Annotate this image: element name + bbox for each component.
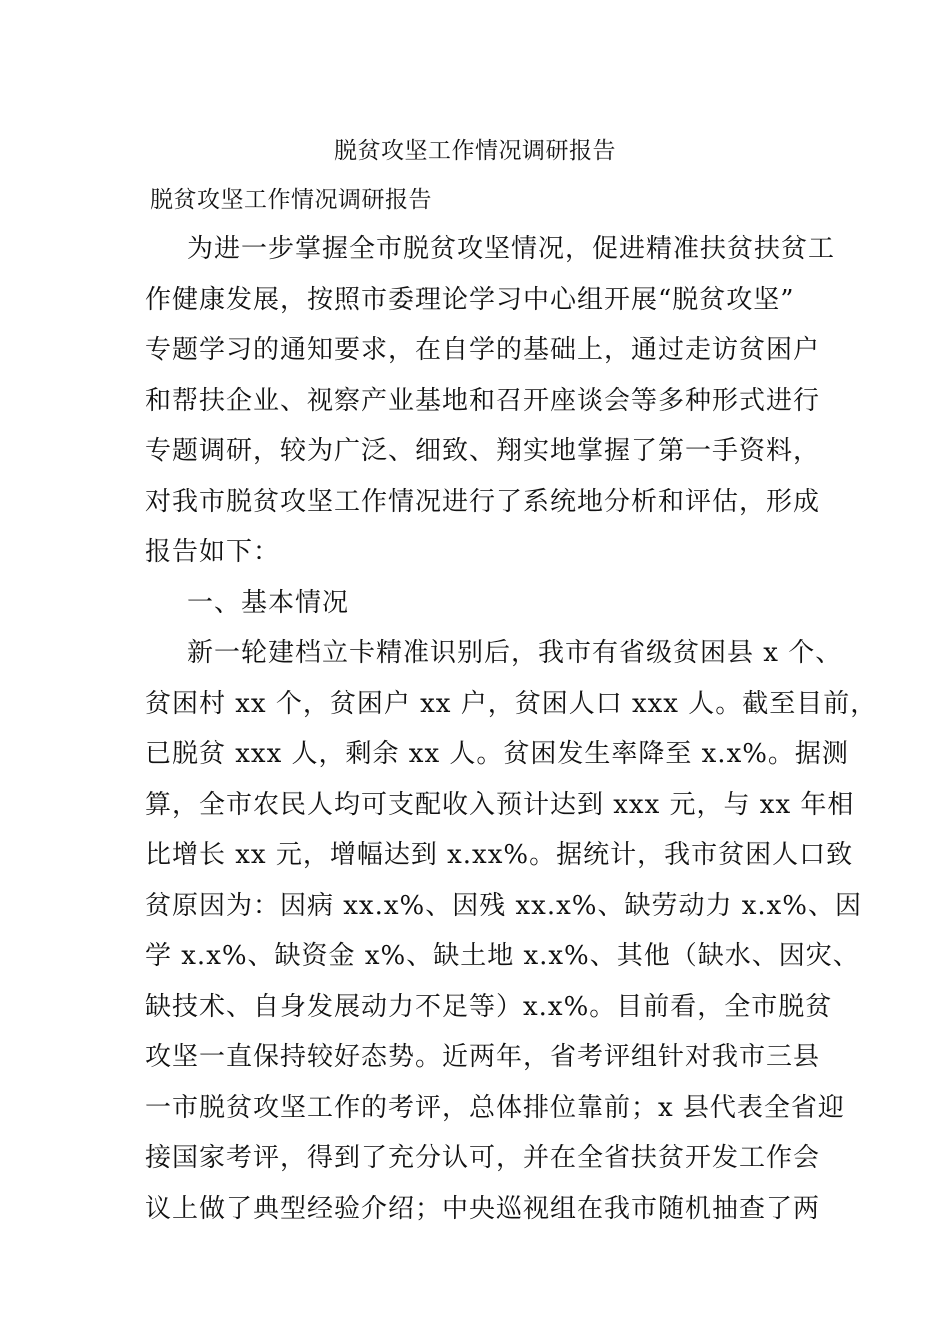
paragraph-line: 缺技术、自身发展动力不足等）x.x%。目前看，全市脱贫: [145, 991, 833, 1022]
paragraph-line: 对我市脱贫攻坚工作情况进行了系统地分析和评估，形成: [145, 486, 821, 517]
paragraph-line: 作健康发展，按照市委理论学习中心组开展“脱贫攻坚”: [145, 284, 795, 315]
paragraph-line: 贫原因为：因病 xx.x%、因残 xx.x%、缺劳动力 x.x%、因: [145, 890, 863, 921]
paragraph-line: 已脱贫 xxx 人，剩余 xx 人。贫困发生率降至 x.x%。据测: [145, 739, 849, 769]
document-title: 脱贫攻坚工作情况调研报告: [334, 138, 616, 164]
paragraph-line: 攻坚一直保持较好态势。近两年，省考评组针对我市三县: [145, 1042, 821, 1072]
paragraph-line: 专题学习的通知要求，在自学的基础上，通过走访贫困户: [145, 335, 821, 365]
paragraph-line: 报告如下：: [145, 537, 281, 567]
paragraph-line: 议上做了典型经验介绍；中央巡视组在我市随机抽查了两: [145, 1193, 821, 1224]
paragraph-line: 和帮扶企业、视察产业基地和召开座谈会等多种形式进行: [145, 385, 821, 416]
paragraph-line: 一市脱贫攻坚工作的考评，总体排位靠前；x 县代表全省迎: [145, 1092, 845, 1123]
paragraph-line: 新一轮建档立卡精准识别后，我市有省级贫困县 x 个、: [187, 638, 843, 668]
paragraph-line: 学 x.x%、缺资金 x%、缺土地 x.x%、其他（缺水、因灾、: [145, 941, 860, 971]
paragraph-line: 贫困村 xx 个，贫困户 xx 户，贫困人口 xxx 人。截至目前，: [145, 688, 878, 719]
paragraph-line: 算，全市农民人均可支配收入预计达到 xxx 元，与 xx 年相: [145, 789, 855, 820]
paragraph-line: 为进一步掌握全市脱贫攻坚情况，促进精准扶贫扶贫工: [187, 234, 836, 264]
document-body: [145, 224, 878, 1234]
document-subtitle: 脱贫攻坚工作情况调研报告: [150, 187, 432, 213]
section-heading: 一、基本情况: [187, 587, 350, 618]
paragraph-line: 比增长 xx 元，增幅达到 x.xx%。据统计，我市贫困人口致: [145, 840, 854, 870]
paragraph-line: 接国家考评，得到了充分认可，并在全省扶贫开发工作会: [145, 1143, 821, 1173]
paragraph-line: 专题调研，较为广泛、细致、翔实地掌握了第一手资料，: [145, 436, 821, 466]
